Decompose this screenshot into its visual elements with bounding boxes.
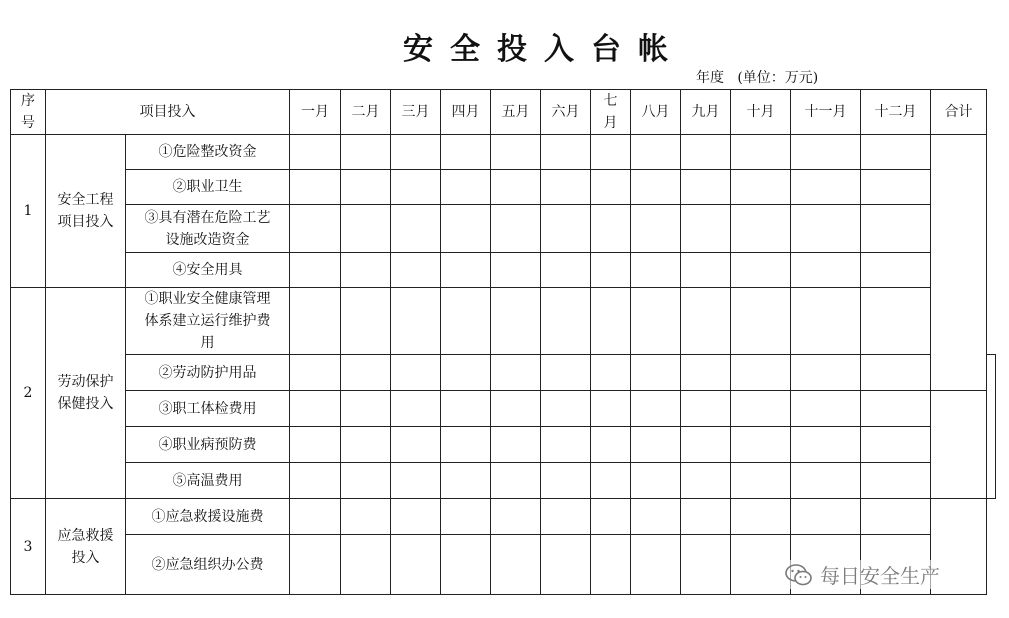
item-label: ②职业卫生 — [126, 170, 290, 205]
table-row — [11, 170, 996, 205]
header-month: 十二月 — [861, 90, 931, 135]
table-row — [11, 427, 996, 463]
month-cell[interactable] — [791, 135, 861, 170]
month-cell[interactable] — [491, 205, 541, 253]
month-cell[interactable] — [491, 391, 541, 427]
month-cell[interactable] — [341, 463, 391, 499]
month-cell[interactable] — [341, 535, 391, 595]
header-month: 四月 — [441, 90, 491, 135]
month-cell[interactable] — [391, 463, 441, 499]
month-cell[interactable] — [791, 427, 861, 463]
month-cell[interactable] — [591, 253, 631, 288]
watermark — [784, 560, 940, 589]
month-cell[interactable] — [591, 499, 631, 535]
group-name: 劳动保护 保健投入 — [46, 288, 126, 499]
month-cell[interactable] — [631, 205, 681, 253]
group-index: 3 — [11, 499, 46, 595]
month-cell[interactable] — [681, 135, 731, 170]
month-cell[interactable] — [491, 355, 541, 391]
month-cell[interactable] — [731, 205, 791, 253]
document-title: 安全投入台帐 — [403, 32, 685, 67]
item-label: ④安全用具 — [126, 253, 290, 288]
month-cell[interactable] — [731, 427, 791, 463]
month-cell[interactable] — [631, 427, 681, 463]
group-name: 应急救援 投入 — [46, 499, 126, 595]
month-cell[interactable] — [861, 391, 931, 427]
month-cell[interactable] — [341, 135, 391, 170]
month-cell[interactable] — [341, 288, 391, 355]
item-label: ②应急组织办公费 — [126, 535, 290, 595]
header-project: 项目投入 — [46, 90, 290, 135]
month-cell[interactable] — [541, 463, 591, 499]
month-cell[interactable] — [491, 427, 541, 463]
month-cell[interactable] — [441, 355, 491, 391]
month-cell[interactable] — [631, 391, 681, 427]
month-cell[interactable] — [391, 288, 441, 355]
month-cell[interactable] — [441, 135, 491, 170]
month-cell[interactable] — [391, 170, 441, 205]
month-cell[interactable] — [541, 499, 591, 535]
month-cell[interactable] — [290, 535, 341, 595]
month-cell[interactable] — [391, 135, 441, 170]
month-cell[interactable] — [541, 535, 591, 595]
month-cell[interactable] — [731, 499, 791, 535]
month-cell[interactable] — [791, 253, 861, 288]
month-cell[interactable] — [290, 135, 341, 170]
header-month: 一月 — [290, 90, 341, 135]
month-cell[interactable] — [681, 499, 731, 535]
item-label: ①危险整改资金 — [126, 135, 290, 170]
month-cell[interactable] — [731, 288, 791, 355]
month-cell[interactable] — [290, 253, 341, 288]
month-cell[interactable] — [731, 355, 791, 391]
table-row — [11, 288, 996, 355]
header-month: 十一月 — [791, 90, 861, 135]
month-cell[interactable] — [341, 391, 391, 427]
header-month: 二月 — [341, 90, 391, 135]
month-cell[interactable] — [791, 288, 861, 355]
table-row — [11, 135, 996, 170]
month-cell[interactable] — [541, 355, 591, 391]
wechat-icon — [784, 562, 814, 588]
group-index: 1 — [11, 135, 46, 288]
month-cell[interactable] — [491, 463, 541, 499]
month-cell[interactable] — [681, 427, 731, 463]
month-cell[interactable] — [290, 391, 341, 427]
month-cell[interactable] — [441, 499, 491, 535]
month-cell[interactable] — [591, 205, 631, 253]
month-cell[interactable] — [491, 135, 541, 170]
month-cell[interactable] — [591, 288, 631, 355]
month-cell[interactable] — [681, 391, 731, 427]
month-cell[interactable] — [441, 170, 491, 205]
month-cell[interactable] — [861, 205, 931, 253]
month-cell[interactable] — [591, 427, 631, 463]
table-row — [11, 253, 996, 288]
month-cell[interactable] — [491, 253, 541, 288]
month-cell[interactable] — [731, 391, 791, 427]
month-cell[interactable] — [391, 499, 441, 535]
month-cell[interactable] — [681, 205, 731, 253]
month-cell[interactable] — [731, 170, 791, 205]
month-cell[interactable] — [391, 535, 441, 595]
unit-subtitle: 年度 (单位：万元) — [696, 70, 819, 86]
month-cell[interactable] — [861, 463, 931, 499]
header-index: 序 号 — [11, 90, 46, 135]
month-cell[interactable] — [441, 253, 491, 288]
month-cell[interactable] — [861, 170, 931, 205]
header-month: 三月 — [391, 90, 441, 135]
month-cell[interactable] — [861, 288, 931, 355]
item-label: ②劳动防护用品 — [126, 355, 290, 391]
month-cell[interactable] — [341, 253, 391, 288]
month-cell[interactable] — [290, 427, 341, 463]
item-label: ④职业病预防费 — [126, 427, 290, 463]
month-cell[interactable] — [791, 205, 861, 253]
month-cell[interactable] — [631, 288, 681, 355]
month-cell[interactable] — [731, 535, 791, 595]
month-cell[interactable] — [681, 355, 731, 391]
month-cell[interactable] — [541, 288, 591, 355]
total-cell[interactable] — [987, 355, 996, 499]
month-cell[interactable] — [681, 170, 731, 205]
month-cell[interactable] — [441, 535, 491, 595]
month-cell[interactable] — [791, 355, 861, 391]
month-cell[interactable] — [290, 463, 341, 499]
month-cell[interactable] — [341, 499, 391, 535]
month-cell[interactable] — [591, 391, 631, 427]
month-cell[interactable] — [541, 391, 591, 427]
month-cell[interactable] — [631, 135, 681, 170]
header-month: 十月 — [731, 90, 791, 135]
header-total: 合计 — [931, 90, 987, 135]
total-cell[interactable] — [931, 135, 987, 391]
month-cell[interactable] — [441, 288, 491, 355]
month-cell[interactable] — [681, 463, 731, 499]
month-cell[interactable] — [341, 170, 391, 205]
month-cell[interactable] — [391, 427, 441, 463]
month-cell[interactable] — [491, 535, 541, 595]
month-cell[interactable] — [391, 205, 441, 253]
month-cell[interactable] — [861, 253, 931, 288]
table-row — [11, 463, 996, 499]
month-cell[interactable] — [591, 463, 631, 499]
month-cell[interactable] — [631, 355, 681, 391]
month-cell[interactable] — [341, 355, 391, 391]
month-cell[interactable] — [541, 170, 591, 205]
month-cell[interactable] — [791, 170, 861, 205]
month-cell[interactable] — [541, 253, 591, 288]
group-index: 2 — [11, 288, 46, 499]
month-cell[interactable] — [541, 427, 591, 463]
month-cell[interactable] — [861, 427, 931, 463]
month-cell[interactable] — [491, 288, 541, 355]
month-cell[interactable] — [681, 253, 731, 288]
month-cell[interactable] — [441, 205, 491, 253]
item-label: ③具有潜在危险工艺 设施改造资金 — [126, 205, 290, 253]
month-cell[interactable] — [290, 355, 341, 391]
item-label: ①应急救援设施费 — [126, 499, 290, 535]
month-cell[interactable] — [861, 355, 931, 391]
month-cell[interactable] — [861, 135, 931, 170]
month-cell[interactable] — [731, 135, 791, 170]
table-row — [11, 205, 996, 253]
header-month: 九月 — [681, 90, 731, 135]
month-cell[interactable] — [290, 205, 341, 253]
month-cell[interactable] — [290, 288, 341, 355]
header-month: 六月 — [541, 90, 591, 135]
month-cell[interactable] — [731, 253, 791, 288]
month-cell[interactable] — [391, 355, 441, 391]
header-month: 七 月 — [591, 90, 631, 135]
group-name: 安全工程 项目投入 — [46, 135, 126, 288]
month-cell[interactable] — [791, 391, 861, 427]
month-cell[interactable] — [631, 535, 681, 595]
header-row — [11, 90, 996, 135]
month-cell[interactable] — [541, 135, 591, 170]
month-cell[interactable] — [441, 427, 491, 463]
month-cell[interactable] — [591, 355, 631, 391]
month-cell[interactable] — [791, 499, 861, 535]
month-cell[interactable] — [341, 427, 391, 463]
item-label: ⑤高温费用 — [126, 463, 290, 499]
month-cell[interactable] — [631, 463, 681, 499]
month-cell[interactable] — [541, 205, 591, 253]
month-cell[interactable] — [591, 535, 631, 595]
month-cell[interactable] — [290, 170, 341, 205]
table-row — [11, 391, 996, 427]
month-cell[interactable] — [591, 170, 631, 205]
month-cell[interactable] — [491, 499, 541, 535]
month-cell[interactable] — [731, 463, 791, 499]
header-month: 八月 — [631, 90, 681, 135]
header-month: 五月 — [491, 90, 541, 135]
month-cell[interactable] — [290, 499, 341, 535]
month-cell[interactable] — [441, 391, 491, 427]
month-cell[interactable] — [861, 499, 931, 535]
month-cell[interactable] — [591, 135, 631, 170]
month-cell[interactable] — [631, 499, 681, 535]
month-cell[interactable] — [391, 391, 441, 427]
item-label: ①职业安全健康管理 体系建立运行维护费 用 — [126, 288, 290, 355]
watermark-text: 每日安全生产 — [820, 564, 940, 588]
month-cell[interactable] — [631, 170, 681, 205]
month-cell[interactable] — [631, 253, 681, 288]
month-cell[interactable] — [491, 170, 541, 205]
table-row — [11, 499, 996, 535]
month-cell[interactable] — [791, 463, 861, 499]
month-cell[interactable] — [681, 288, 731, 355]
safety-investment-ledger — [10, 89, 996, 595]
month-cell[interactable] — [341, 205, 391, 253]
month-cell[interactable] — [441, 463, 491, 499]
item-label: ③职工体检费用 — [126, 391, 290, 427]
month-cell[interactable] — [681, 535, 731, 595]
table-row — [11, 355, 996, 391]
month-cell[interactable] — [391, 253, 441, 288]
